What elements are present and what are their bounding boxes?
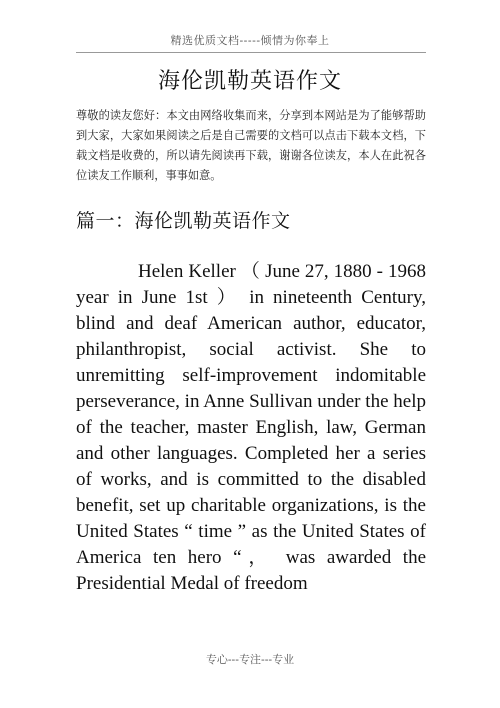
document-title: 海伦凯勒英语作文 <box>157 69 342 94</box>
section-heading: 篇一：海伦凯勒英语作文 <box>76 210 291 232</box>
page-header: 精选优质文档-----倾情为你奉上 <box>170 34 330 47</box>
page-footer: 专心---专注---专业 <box>205 653 295 666</box>
reader-notice: 尊敬的读友您好：本文由网络收集而来，分享到本网站是为了能够帮助到大家，大家如果阅读之后是自己需要的文档可以点击下载本文档，下载文档是收费的，所以请先阅读再下载，谢谢各位读友，本人在此祝各位读友工作顺利，事事如意。 <box>76 109 426 182</box>
header-divider <box>76 52 426 53</box>
body-paragraph: Helen Keller （ June 27, 1880 - 1968 year in June 1st ） in nineteenth Century, blind and deaf American author, educator, philanthropist, social activist. She to unremitting self-improvement indomitable perseverance, in Anne Sullivan under the help of the teacher, master English, law, German and other languages. Completed her a series of works, and is committed to the disabled benefit, set up charitable organizations, is the United States “ time ” as the United States of America ten hero “， was awarded the Presidential Medal of freedom <box>76 261 426 594</box>
